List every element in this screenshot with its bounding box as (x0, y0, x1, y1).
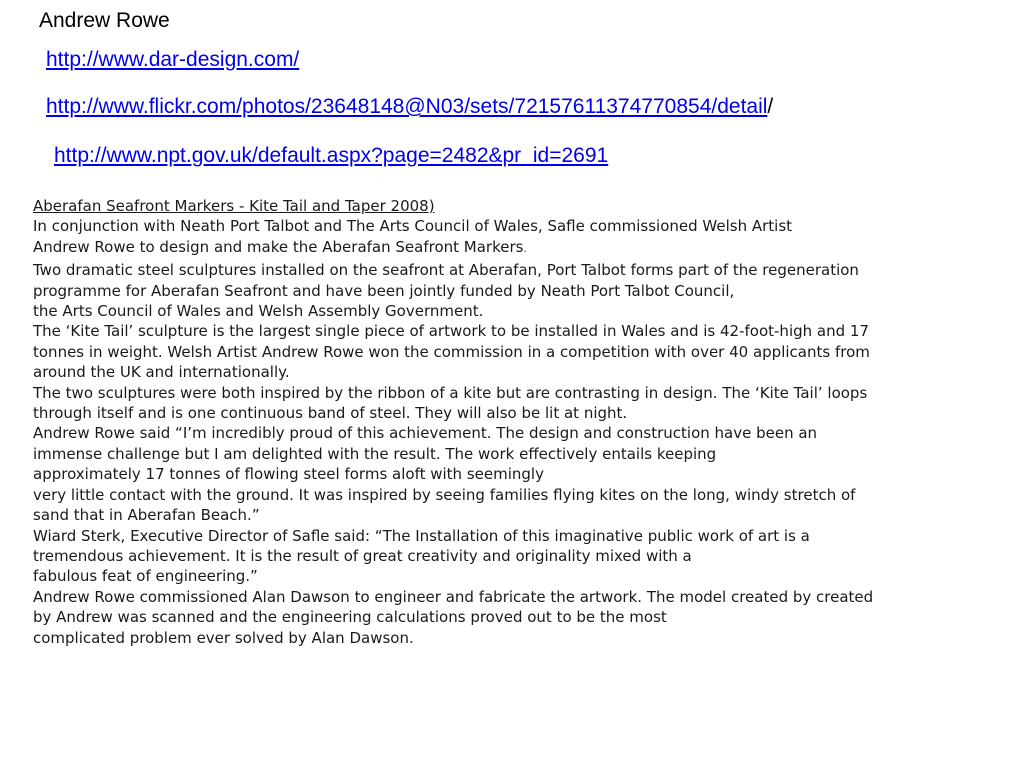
flickr-link-suffix: / (767, 95, 774, 118)
article-line: tonnes in weight. Welsh Artist Andrew Rowe won the commission in a competition with over 40 applicants from (33, 342, 870, 361)
article-line: The two sculptures were both inspired by the ribbon of a kite but are contrasting in design. The ‘Kite Tail’ loops (33, 383, 868, 402)
article-line (33, 237, 998, 260)
article-body (33, 196, 998, 648)
article-heading: Aberafan Seafront Markers - Kite Tail and Taper 2008) (33, 197, 435, 215)
article-line: Two dramatic steel sculptures installed on the seafront at Aberafan, Port Talbot forms part of the regeneration (33, 261, 859, 280)
article-line: sand that in Aberafan Beach.” (33, 506, 260, 525)
article-line: very little contact with the ground. It was inspired by seeing families flying kites on the long, windy stretch of (33, 485, 856, 504)
article-line: by Andrew was scanned and the engineering calculations proved out to be the most (33, 608, 667, 627)
article-line: tremendous achievement. It is the result of great creativity and originality mixed with a (33, 546, 692, 565)
article-line: programme for Aberafan Seafront and have been jointly funded by Neath Port Talbot Council, (33, 281, 735, 300)
dar-design-link[interactable]: http://www.dar-design.com/ (46, 48, 300, 71)
article-line: Andrew Rowe commissioned Alan Dawson to engineer and fabricate the artwork. The model created by created (33, 587, 874, 606)
article-line: The ‘Kite Tail’ sculpture is the largest single piece of artwork to be installed in Wales and is 42-foot-high and 17 (33, 322, 869, 341)
article-line-text: Andrew Rowe to design and make the Aberafan Seafront Markers (33, 237, 524, 256)
article-line: through itself and is one continuous band of steel. They will also be lit at night. (33, 404, 628, 423)
article-line: complicated problem ever solved by Alan Dawson. (33, 628, 414, 647)
article-line: the Arts Council of Wales and Welsh Assembly Government. (33, 302, 484, 321)
article-line: immense challenge but I am delighted with the result. The work effectively entails keeping (33, 444, 717, 463)
article-line: In conjunction with Neath Port Talbot and The Arts Council of Wales, Safle commissioned Welsh Artist (33, 217, 793, 236)
article-line: fabulous feat of engineering.” (33, 567, 258, 586)
article-line: Wiard Sterk, Executive Director of Safle said: “The Installation of this imaginative public work of art is a (33, 526, 810, 545)
page-title: Andrew Rowe (39, 9, 170, 32)
npt-gov-link[interactable]: http://www.npt.gov.uk/default.aspx?page=2482&pr_id=2691 (54, 144, 609, 167)
flickr-link-line (46, 95, 773, 119)
article-line: Andrew Rowe said “I’m incredibly proud of this achievement. The design and construction have been an (33, 424, 818, 443)
article-line-period: . (523, 243, 527, 255)
article-line: around the UK and internationally. (33, 363, 290, 382)
flickr-link[interactable]: http://www.flickr.com/photos/23648148@N03/sets/72157611374770854/detail (46, 95, 768, 118)
article-line: approximately 17 tonnes of flowing steel forms aloft with seemingly (33, 465, 544, 484)
